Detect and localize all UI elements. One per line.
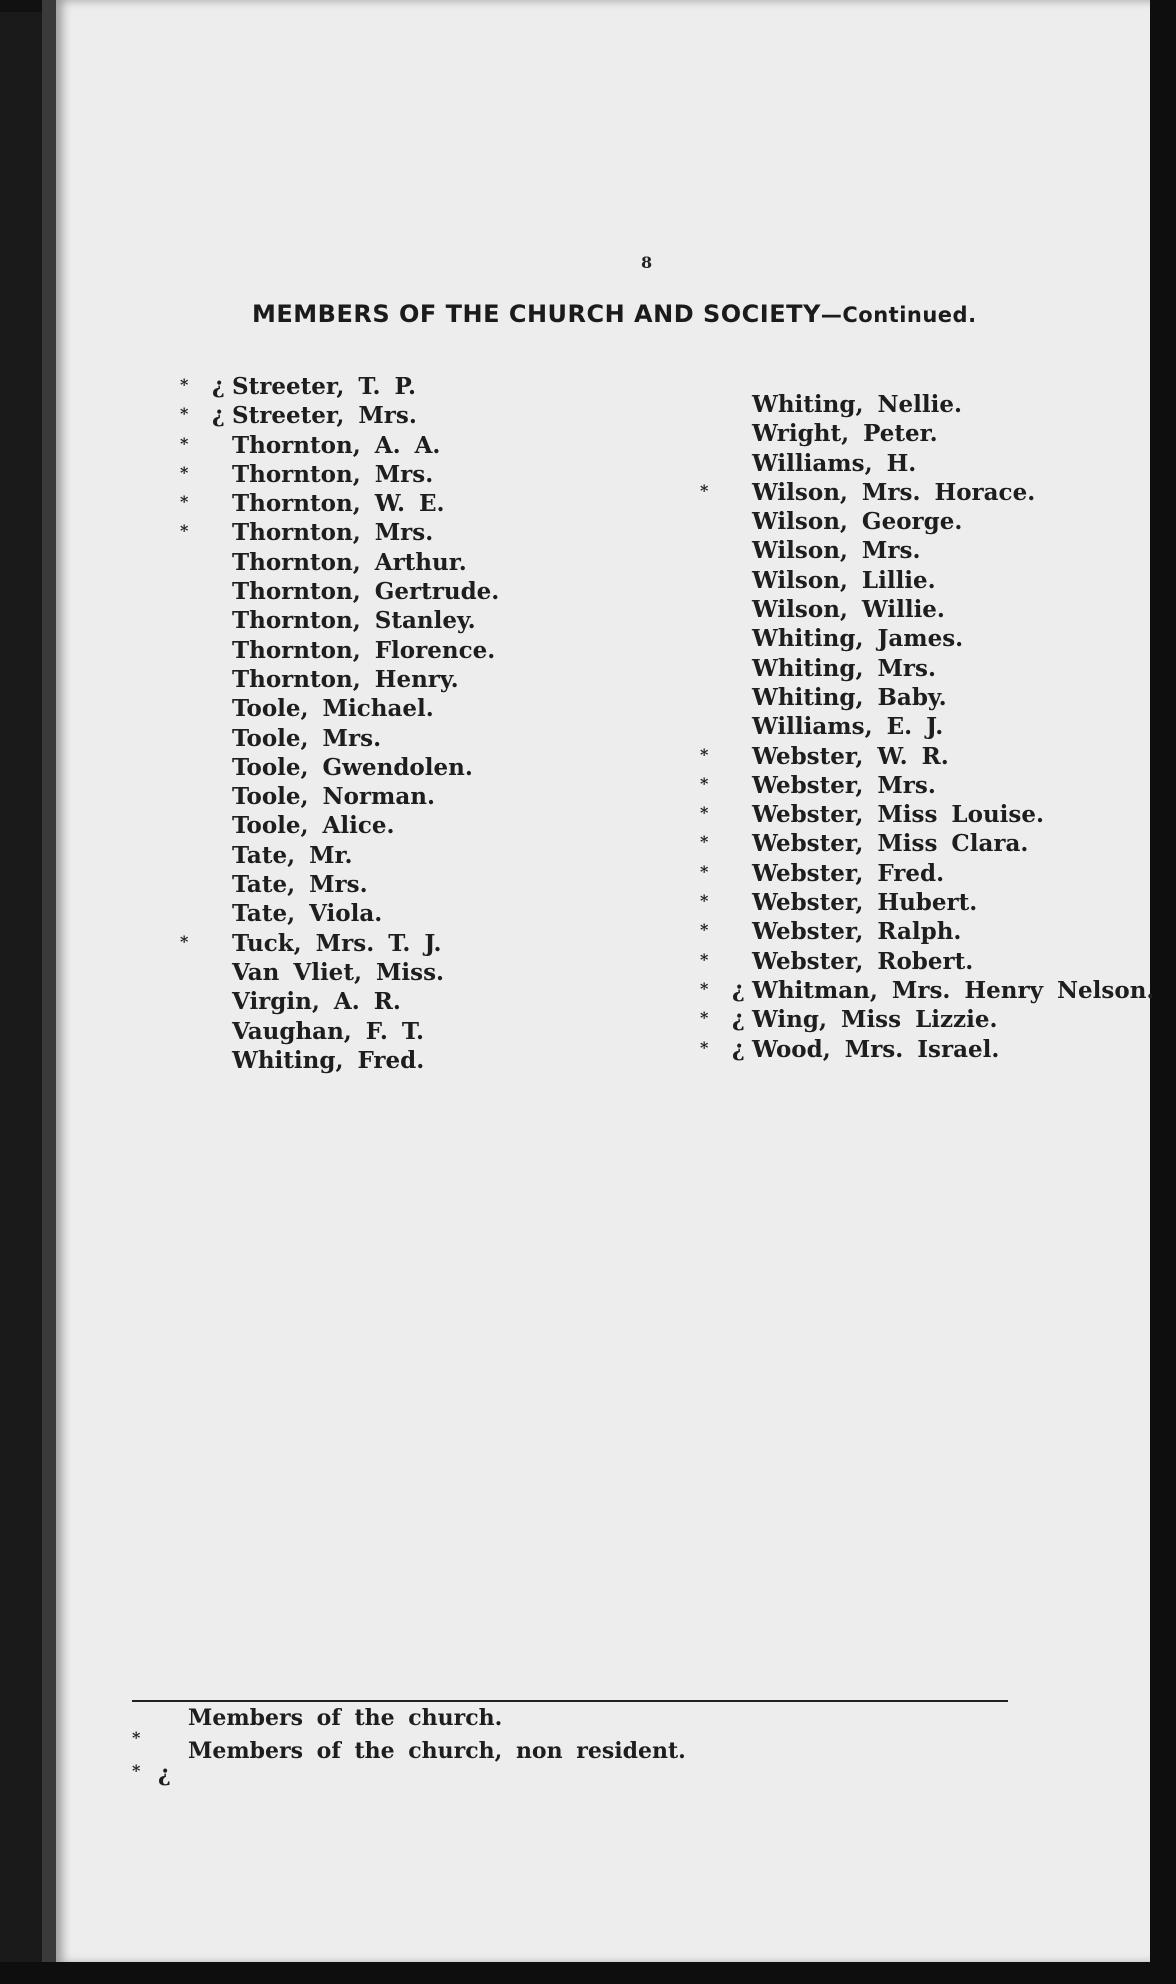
member-name: Wilson, George. bbox=[752, 508, 963, 536]
member-name: Streeter, Mrs. bbox=[232, 402, 417, 430]
member-entry bbox=[180, 489, 499, 518]
member-star-mark: * bbox=[700, 920, 709, 940]
member-entry bbox=[180, 577, 499, 606]
non-resident-mark: ¿ bbox=[732, 976, 745, 1003]
member-name: Toole, Michael. bbox=[232, 695, 434, 723]
member-name: Tate, Mrs. bbox=[232, 871, 368, 899]
member-star-mark: * bbox=[700, 949, 709, 969]
member-entry bbox=[700, 478, 1154, 507]
member-name: Whiting, Nellie. bbox=[752, 391, 962, 418]
member-name: Tuck, Mrs. T. J. bbox=[232, 929, 442, 957]
heading-continued: —Continued. bbox=[820, 303, 977, 327]
member-entry bbox=[700, 917, 1154, 946]
member-entry bbox=[180, 958, 499, 987]
member-entry bbox=[700, 1005, 1154, 1034]
member-name: Thornton, Henry. bbox=[232, 665, 459, 693]
member-name: Tate, Viola. bbox=[232, 900, 383, 928]
member-name: Webster, Hubert. bbox=[752, 889, 978, 917]
member-name: Thornton, Mrs. bbox=[232, 460, 434, 488]
footnote-text: Members of the church. bbox=[188, 1705, 503, 1731]
member-name: Thornton, Arthur. bbox=[232, 548, 467, 576]
member-name: Whitman, Mrs. Henry Nelson. bbox=[752, 976, 1155, 1004]
member-name: Whiting, Mrs. bbox=[752, 654, 937, 682]
footnote-members bbox=[132, 1702, 686, 1747]
member-entry bbox=[180, 870, 499, 899]
member-entry bbox=[180, 724, 499, 753]
page-heading bbox=[252, 300, 1052, 328]
member-name: Streeter, T. P. bbox=[232, 373, 416, 400]
member-entry bbox=[180, 548, 499, 577]
member-name: Wilson, Willie. bbox=[752, 596, 945, 624]
member-star-mark: * bbox=[180, 462, 189, 482]
member-name: Toole, Gwendolen. bbox=[232, 753, 473, 781]
member-entry bbox=[180, 636, 499, 665]
footnote-non-resident bbox=[132, 1735, 686, 1787]
heading-main: MEMBERS OF THE CHURCH AND SOCIETY bbox=[252, 300, 821, 328]
member-name: Vaughan, F. T. bbox=[232, 1017, 424, 1045]
left-member-column bbox=[180, 372, 499, 1075]
member-star-mark: * bbox=[700, 978, 709, 998]
member-entry bbox=[180, 782, 499, 811]
non-resident-mark: ¿ bbox=[212, 402, 225, 429]
member-star-mark: * bbox=[700, 891, 709, 911]
member-star-mark: * bbox=[700, 1037, 709, 1057]
non-resident-mark: ¿ bbox=[158, 1761, 171, 1787]
member-star-mark: * bbox=[700, 832, 709, 852]
member-entry bbox=[180, 665, 499, 694]
page-number: 8 bbox=[641, 253, 653, 272]
member-name: Wilson, Lillie. bbox=[752, 566, 936, 594]
member-entry bbox=[700, 536, 1154, 565]
member-name: Tate, Mr. bbox=[232, 841, 353, 869]
member-entry bbox=[180, 606, 499, 635]
member-entry bbox=[180, 753, 499, 782]
member-star-mark: * bbox=[180, 404, 189, 424]
member-name: Webster, W. R. bbox=[752, 742, 949, 770]
member-entry bbox=[180, 460, 499, 489]
member-name: Thornton, Gertrude. bbox=[232, 578, 500, 606]
non-resident-mark: ¿ bbox=[732, 1006, 745, 1033]
footnote-text: Members of the church, non resident. bbox=[188, 1738, 686, 1764]
member-entry bbox=[700, 888, 1154, 917]
member-entry bbox=[700, 449, 1154, 478]
member-name: Whiting, James. bbox=[752, 625, 964, 653]
member-name: Wing, Miss Lizzie. bbox=[752, 1006, 998, 1034]
member-star-mark: * bbox=[700, 803, 709, 823]
member-name: Webster, Ralph. bbox=[752, 918, 962, 946]
member-name: Thornton, A. A. bbox=[232, 431, 441, 459]
member-name: Williams, H. bbox=[752, 449, 917, 477]
member-entry bbox=[180, 372, 499, 401]
member-entry bbox=[700, 976, 1154, 1005]
member-name: Thornton, Florence. bbox=[232, 636, 496, 664]
member-entry bbox=[700, 947, 1154, 976]
member-name: Thornton, Mrs. bbox=[232, 519, 434, 547]
member-entry bbox=[700, 654, 1154, 683]
member-star-mark: * bbox=[132, 1728, 141, 1747]
member-entry bbox=[700, 829, 1154, 858]
member-entry bbox=[180, 987, 499, 1016]
member-name: Wright, Peter. bbox=[752, 420, 938, 448]
member-star-mark: * bbox=[700, 773, 709, 793]
member-star-mark: * bbox=[180, 492, 189, 512]
member-star-mark: * bbox=[180, 931, 189, 951]
non-resident-mark: ¿ bbox=[212, 373, 225, 399]
member-star-mark: * bbox=[700, 744, 709, 764]
member-entry bbox=[700, 390, 1154, 419]
member-entry bbox=[700, 419, 1154, 448]
member-name: Webster, Miss Louise. bbox=[752, 801, 1044, 829]
member-name: Virgin, A. R. bbox=[232, 988, 401, 1016]
footnotes bbox=[132, 1702, 686, 1787]
member-name: Thornton, W. E. bbox=[232, 490, 445, 518]
member-name: Whiting, Baby. bbox=[752, 683, 947, 711]
member-entry bbox=[700, 683, 1154, 712]
member-name: Wilson, Mrs. Horace. bbox=[752, 478, 1036, 506]
non-resident-mark: ¿ bbox=[732, 1035, 745, 1062]
member-name: Webster, Mrs. bbox=[752, 771, 936, 799]
member-star-mark: * bbox=[132, 1761, 141, 1780]
member-star-mark: * bbox=[700, 1008, 709, 1028]
member-name: Van Vliet, Miss. bbox=[232, 958, 445, 986]
member-star-mark: * bbox=[700, 861, 709, 881]
member-entry bbox=[700, 507, 1154, 536]
member-name: Webster, Miss Clara. bbox=[752, 830, 1029, 858]
member-name: Webster, Robert. bbox=[752, 947, 974, 975]
member-entry bbox=[700, 595, 1154, 624]
member-entry bbox=[180, 811, 499, 840]
member-entry bbox=[700, 742, 1154, 771]
member-name: Toole, Alice. bbox=[232, 812, 395, 840]
member-entry bbox=[180, 518, 499, 547]
member-name: Webster, Fred. bbox=[752, 859, 945, 887]
member-entry bbox=[700, 566, 1154, 595]
member-name: Williams, E. J. bbox=[752, 713, 944, 741]
scan-bottom-edge bbox=[0, 1962, 1176, 1984]
member-entry bbox=[180, 1017, 499, 1046]
member-name: Thornton, Stanley. bbox=[232, 607, 476, 635]
member-entry bbox=[700, 800, 1154, 829]
member-entry bbox=[180, 401, 499, 430]
member-name: Wilson, Mrs. bbox=[752, 537, 921, 565]
member-entry bbox=[700, 712, 1154, 741]
member-name: Toole, Norman. bbox=[232, 783, 435, 811]
member-name: Wood, Mrs. Israel. bbox=[752, 1035, 1000, 1063]
member-star-mark: * bbox=[700, 480, 709, 500]
member-entry bbox=[180, 929, 499, 958]
member-name: Toole, Mrs. bbox=[232, 724, 382, 752]
member-entry bbox=[180, 899, 499, 928]
member-star-mark: * bbox=[180, 433, 189, 453]
member-entry bbox=[180, 1046, 499, 1075]
member-name: Whiting, Fred. bbox=[232, 1046, 425, 1074]
member-entry bbox=[700, 1035, 1154, 1064]
member-entry bbox=[180, 431, 499, 460]
member-entry bbox=[700, 859, 1154, 888]
member-star-mark: * bbox=[180, 375, 189, 394]
member-star-mark: * bbox=[180, 521, 189, 541]
member-entry bbox=[180, 694, 499, 723]
right-member-column bbox=[700, 390, 1154, 1064]
member-entry bbox=[700, 624, 1154, 653]
member-entry bbox=[700, 771, 1154, 800]
member-entry bbox=[180, 841, 499, 870]
